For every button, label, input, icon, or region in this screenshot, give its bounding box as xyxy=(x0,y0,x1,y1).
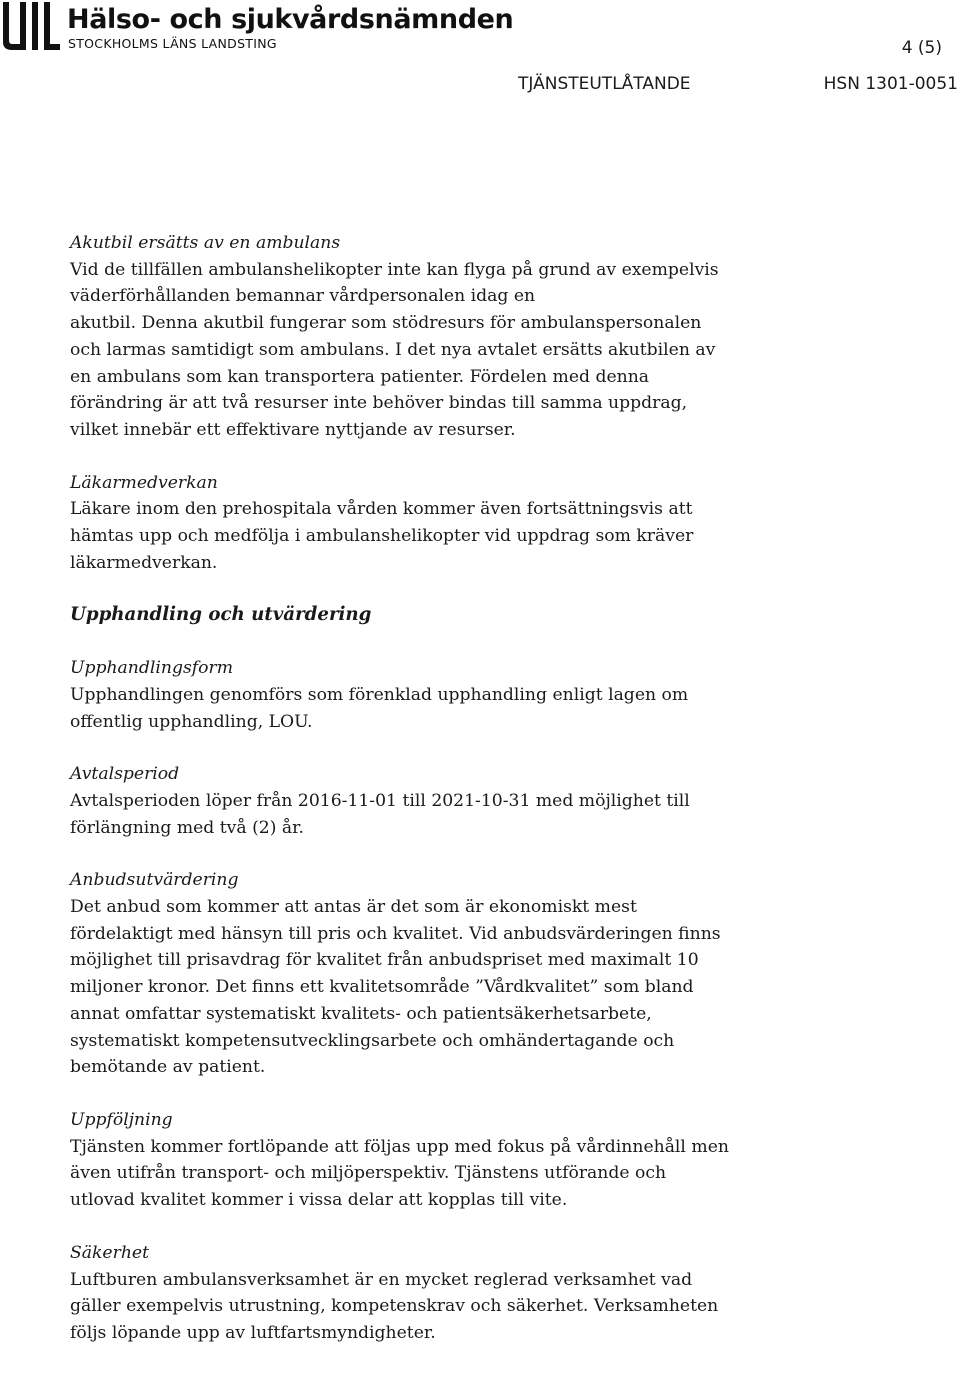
document-body xyxy=(70,230,950,1373)
section-heading: Akutbil ersätts av en ambulans xyxy=(70,233,341,253)
section-sakerhet xyxy=(70,1240,950,1347)
text-line: Upphandlingen genomförs som förenklad upphandling enligt lagen om xyxy=(70,684,689,705)
text-line: Tjänsten kommer fortlöpande att följas upp med fokus på vårdinnehåll men xyxy=(70,1136,729,1157)
text-line: Luftburen ambulansverksamhet är en mycket reglerad verksamhet vad xyxy=(70,1269,693,1290)
body-text xyxy=(70,894,950,1081)
section-heading: Säkerhet xyxy=(70,1242,149,1263)
text-line: förändring är att två resurser inte behöver bindas till samma uppdrag, xyxy=(70,393,688,414)
text-line: akutbil. Denna akutbil fungerar som stödresurs för ambulanspersonalen xyxy=(70,313,702,334)
section-avtalsperiod xyxy=(70,761,950,841)
text-line: systematiskt kompetensutvecklingsarbete och omhändertagande och xyxy=(70,1030,675,1051)
body-text xyxy=(70,1134,950,1214)
section-heading: Anbudsutvärdering xyxy=(70,870,239,891)
text-line: hämtas upp och medfölja i ambulanshelikopter vid uppdrag som kräver xyxy=(70,526,694,547)
document-type: TJÄNSTEUTLÅTANDE xyxy=(518,74,691,94)
text-line: vilket innebär ett effektivare nyttjande av resurser. xyxy=(70,419,516,440)
body-text xyxy=(70,682,950,735)
text-line: fördelaktigt med hänsyn till pris och kvalitet. Vid anbudsvärderingen finns xyxy=(70,923,721,944)
section-heading: Avtalsperiod xyxy=(70,764,180,785)
section-heading: Uppföljning xyxy=(70,1109,173,1130)
body-text xyxy=(70,257,950,444)
text-line: Läkare inom den prehospitala vården kommer även fortsättningsvis att xyxy=(70,499,693,520)
landsting-logo xyxy=(2,2,60,50)
section-heading: Läkarmedverkan xyxy=(70,472,218,493)
main-section-heading: Upphandling och utvärdering xyxy=(70,604,372,626)
text-line: gäller exempelvis utrustning, kompetenskrav och säkerhet. Verksamheten xyxy=(70,1296,719,1317)
text-line: miljoner kronor. Det finns ett kvalitetsområde ”Vårdkvalitet” som bland xyxy=(70,977,694,998)
text-line: Avtalsperioden löper från 2016-11-01 till 2021-10-31 med möjlighet till xyxy=(70,790,690,811)
section-upphandlingsform xyxy=(70,655,950,735)
page-number: 4 (5) xyxy=(901,38,942,58)
text-line: och larmas samtidigt som ambulans. I det nya avtalet ersätts akutbilen av xyxy=(70,339,716,360)
section-heading: Upphandlingsform xyxy=(70,658,233,679)
section-uppfoljning xyxy=(70,1107,950,1214)
text-line: utlovad kvalitet kommer i vissa delar att kopplas till vite. xyxy=(70,1190,568,1211)
section-akutbil xyxy=(70,230,950,444)
text-line: bemötande av patient. xyxy=(70,1057,266,1078)
text-line: möjlighet till prisavdrag för kvalitet från anbudspriset med maximalt 10 xyxy=(70,950,699,971)
document-reference: HSN 1301-0051 xyxy=(823,74,958,94)
text-line: annat omfattar systematiskt kvalitets- och patientsäkerhetsarbete, xyxy=(70,1003,652,1024)
text-line: följs löpande upp av luftfartsmyndigheter. xyxy=(70,1322,436,1343)
section-lakarmedverkan xyxy=(70,470,950,577)
text-line: Vid de tillfällen ambulanshelikopter inte kan flyga på grund av exempelvis xyxy=(70,259,719,280)
text-line: Det anbud som kommer att antas är det som är ekonomiskt mest xyxy=(70,897,637,918)
text-line: en ambulans som kan transportera patienter. Fördelen med denna xyxy=(70,366,650,387)
body-text xyxy=(70,496,950,576)
text-line: förlängning med två (2) år. xyxy=(70,817,304,838)
org-name: Hälso- och sjukvårdsnämnden xyxy=(67,4,514,35)
body-text xyxy=(70,788,950,841)
text-line: offentlig upphandling, LOU. xyxy=(70,711,313,732)
text-line: läkarmedverkan. xyxy=(70,552,218,573)
body-text xyxy=(70,1267,950,1347)
org-subtitle: STOCKHOLMS LÄNS LANDSTING xyxy=(68,36,277,51)
section-anbudsutvardering xyxy=(70,867,950,1081)
text-line: även utifrån transport- och miljöperspektiv. Tjänstens utförande och xyxy=(70,1163,667,1184)
text-line: väderförhållanden bemannar vårdpersonalen idag en xyxy=(70,286,536,307)
